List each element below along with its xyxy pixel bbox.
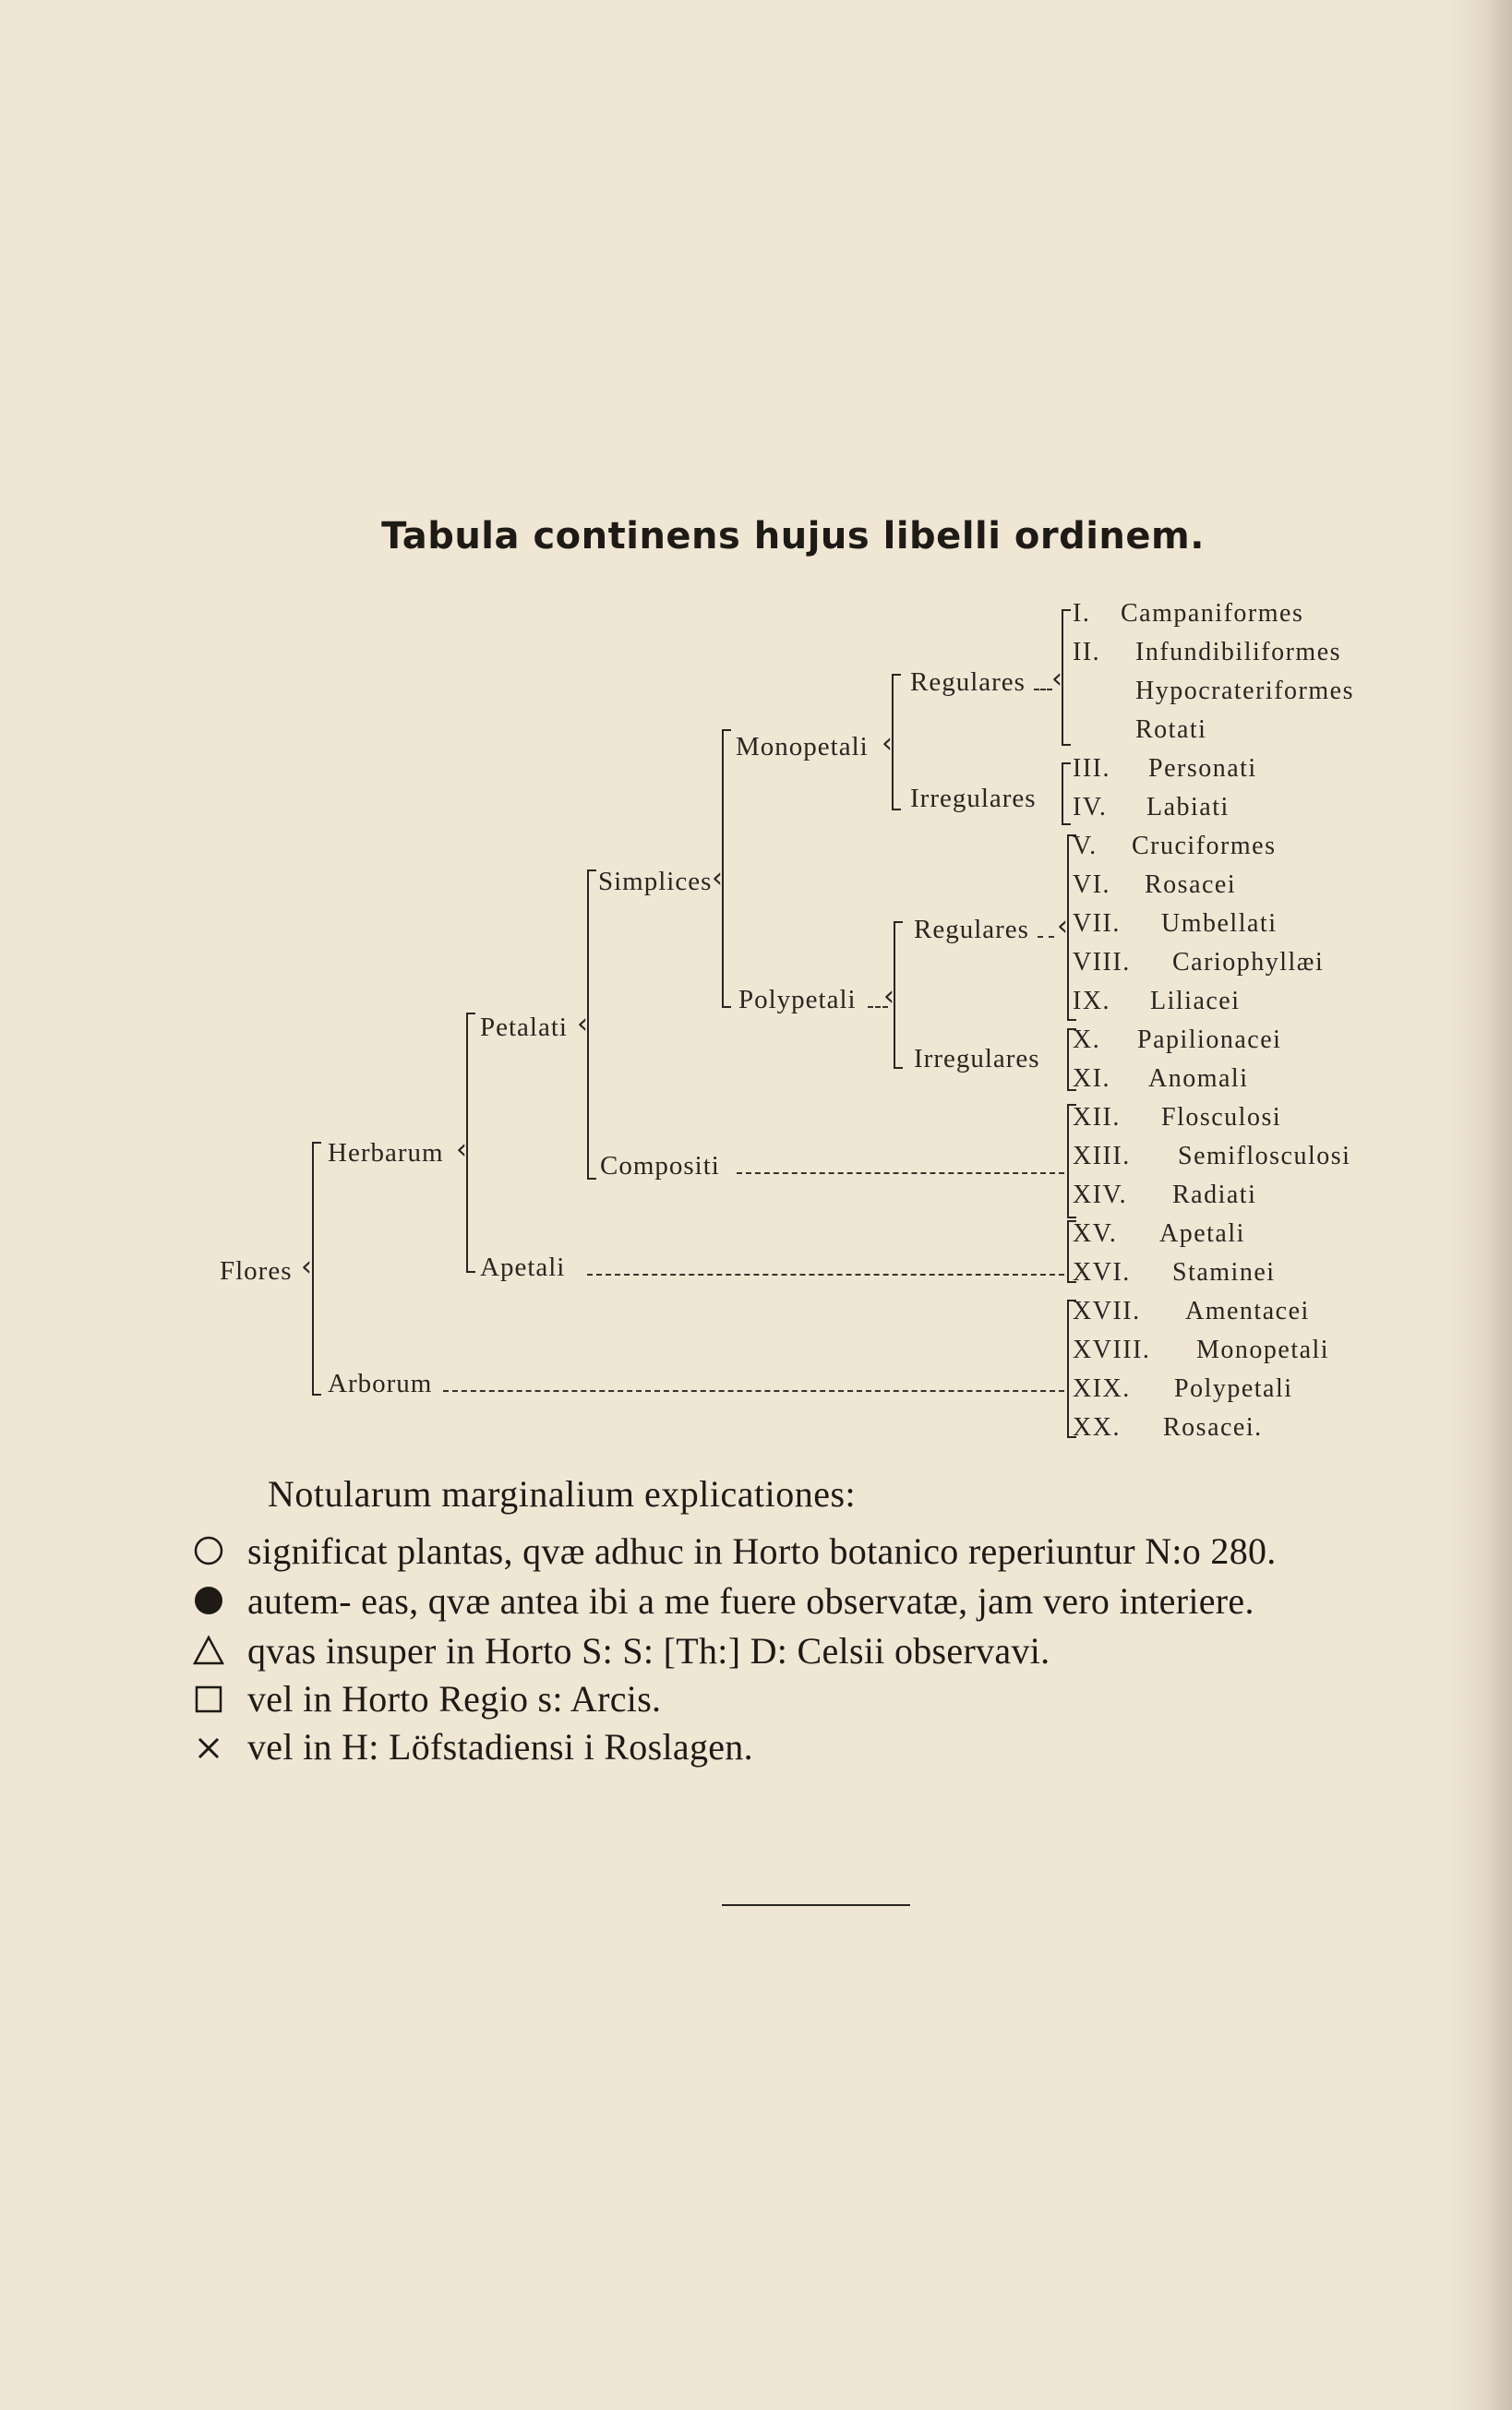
class-row: VII. Umbellati [1073,909,1278,938]
brace-monopetali-tip: ‹ [882,727,893,760]
leader-arborum [443,1390,1064,1392]
class-row: Hypocrateriformes [1135,677,1354,705]
legend-text: vel in H: Löfstadiensi i Roslagen. [247,1726,753,1768]
node-herbarum: Herbarum [328,1138,444,1168]
class-row: XIX. Polypetali [1073,1374,1293,1403]
node-arborum: Arborum [328,1369,433,1398]
brace-polypetali [894,921,908,1069]
class-row: I. Campaniformes [1073,599,1304,628]
node-compositi: Compositi [600,1151,720,1181]
class-row: III. Personati [1073,754,1257,783]
class-row: XVIII. Monopetali [1073,1336,1330,1364]
brace-petalati-tip: ‹ [577,1008,588,1040]
leader-apetali [587,1274,1064,1276]
class-row: VI. Rosacei [1073,870,1237,899]
leader-poly-regulares [1038,936,1054,938]
node-mono-regulares: Regulares [910,667,1026,697]
node-apetali: Apetali [480,1253,566,1282]
square-icon [192,1682,225,1715]
node-petalati: Petalati [480,1013,568,1042]
class-row: XX. Rosacei. [1073,1413,1263,1442]
brace-poly-regulares-tip: ‹ [1057,910,1068,942]
brace-mono-regulares-tip: ‹ [1051,663,1062,695]
class-row: II. Infundibiliformes [1073,638,1342,666]
node-mono-irregulares: Irregulares [910,784,1037,813]
class-row: IV. Labiati [1073,793,1230,821]
leader-compositi [737,1172,1064,1174]
node-simplices: Simplices [598,867,713,896]
legend-heading: Notularum marginalium explicationes: [268,1473,857,1515]
class-row: XIII. Semiflosculosi [1073,1142,1351,1170]
brace-petalati [587,869,602,1180]
node-polypetali: Polypetali [738,985,857,1014]
brace-herbarum-tip: ‹ [456,1133,467,1166]
brace-polypetali-tip: ‹ [883,980,894,1013]
class-row: XIV. Radiati [1073,1181,1257,1209]
class-row: XII. Flosculosi [1073,1103,1282,1132]
triangle-icon [192,1634,225,1667]
node-poly-irregulares: Irregulares [914,1044,1040,1073]
page-edge-shadow [1447,0,1512,2410]
class-row: VIII. Cariophyllæi [1073,948,1325,977]
open-circle-icon [192,1534,225,1567]
class-row: X. Papilionacei [1073,1025,1282,1054]
class-row: XVII. Amentacei [1073,1297,1310,1325]
class-row: XVI. Staminei [1073,1258,1276,1287]
brace-simplices [722,729,737,1008]
page-title: Tabula continens hujus libelli ordinem. [381,515,1205,558]
node-poly-regulares: Regulares [914,915,1029,944]
brace-flores [312,1142,327,1396]
legend-text: significat plantas, qvæ adhuc in Horto botanico reperiuntur N:o 280. [247,1530,1277,1572]
class-row: V. Cruciformes [1073,832,1277,860]
class-row: Rotati [1135,715,1207,744]
legend-text: vel in Horto Regio s: Arcis. [247,1678,662,1720]
node-monopetali: Monopetali [736,732,869,761]
node-flores: Flores [220,1256,293,1286]
end-rule [722,1904,910,1906]
brace-flores-tip: ‹ [301,1251,312,1283]
class-row: XI. Anomali [1073,1064,1249,1093]
brace-simplices-tip: ‹ [712,862,723,894]
cross-icon [192,1730,225,1763]
leader-mono-regulares [1034,689,1052,690]
filled-circle-icon [192,1584,225,1617]
legend-text: qvas insuper in Horto S: S: [Th:] D: Celsii observavi. [247,1630,1050,1672]
class-row: IX. Liliacei [1073,987,1241,1015]
legend-text: autem- eas, qvæ antea ibi a me fuere observatæ, jam vero interiere. [247,1580,1254,1622]
brace-herbarum [466,1013,481,1273]
class-row: XV. Apetali [1073,1219,1245,1248]
brace-mono-regulares [1062,609,1076,746]
brace-monopetali [892,674,906,810]
